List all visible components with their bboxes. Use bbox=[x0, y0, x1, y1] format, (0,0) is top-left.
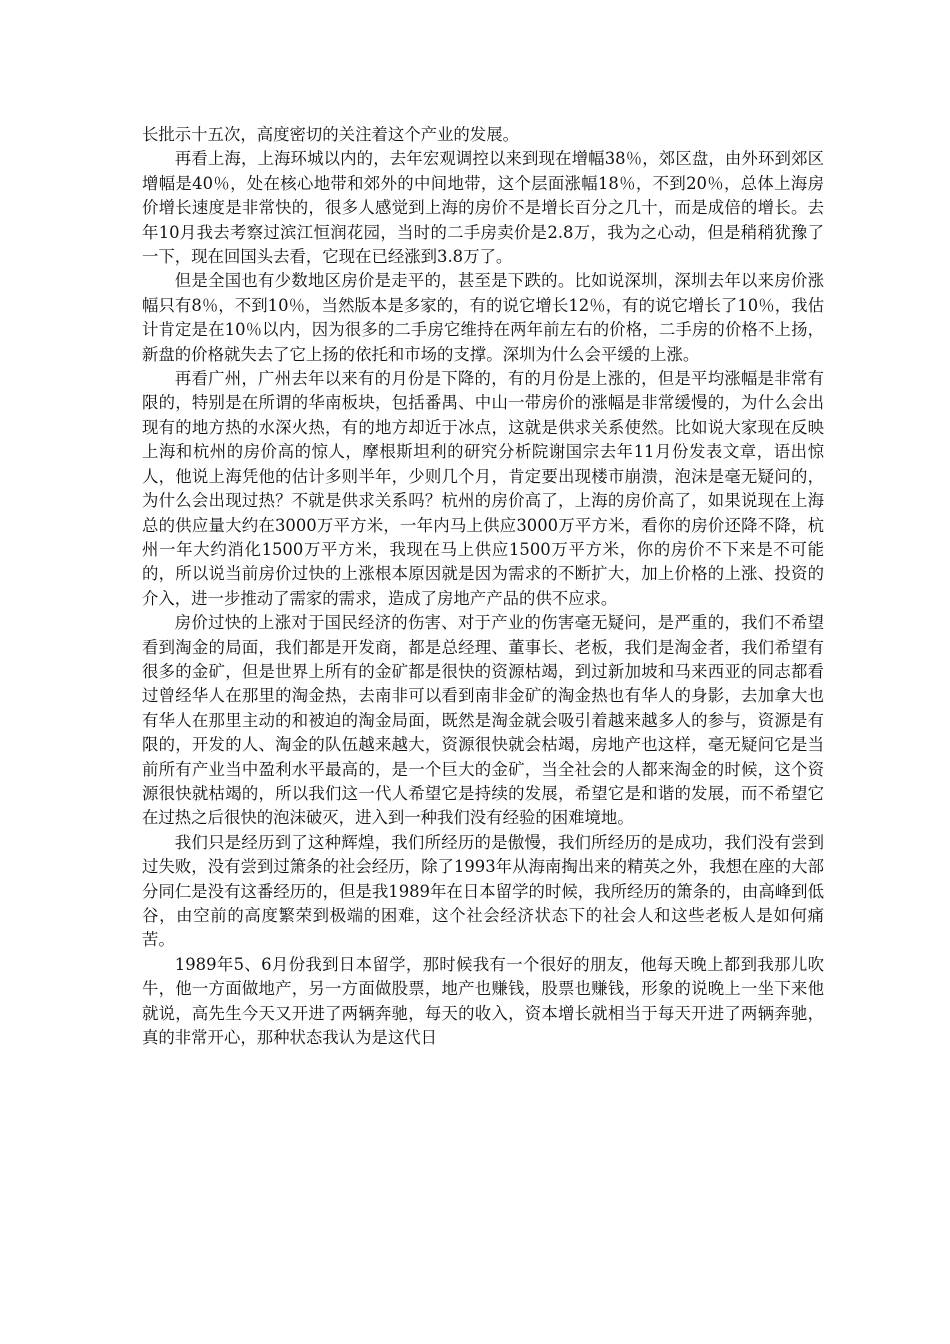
paragraph-guangzhou: 再看广州，广州去年以来有的月份是下降的，有的月份是上涨的，但是平均涨幅是非常有限的，特别是在所谓的华南板块，包括番禺、中山一带房价的涨幅是非常缓慢的，为什么会出现有的地方热的水深火热，有的地方却近于冰点，这就是供求关系使然。比如说大家现在反映上海和杭州的房价高的惊人，摩根斯坦利的研究分析院谢国宗去年11月份发表文章，语出惊人，他说上海凭他的估计多则半年，少则几个月，肯定要出现楼市崩溃，泡沫是毫无疑问的，为什么会出现过热？不就是供求关系吗？杭州的房价高了，上海的房价高了，如果说现在上海总的供应量大约在3000万平方米，一年内马上供应3000万平方米，看你的房价还降不降，杭州一年大约消化1500万平方米，我现在马上供应1500万平方米，你的房价不下来是不可能的，所以说当前房价过快的上涨根本原因就是因为需求的不断扩大，加上价格的上涨、投资的介入，进一步推动了需家的需求，造成了房地产产品的供不应求。 bbox=[142, 369, 824, 608]
paragraph-gold-rush: 房价过快的上涨对于国民经济的伤害、对于产业的伤害毫无疑问，是严重的，我们不希望看到淘金的局面，我们都是开发商，都是总经理、董事长、老板，我们是淘金者，我们希望有很多的金矿，但是世界上所有的金矿都是很快的资源枯竭，到过新加坡和马来西亚的同志都看过曾经华人在那里的淘金热，去南非可以看到南非金矿的淘金热也有华人的身影，去加拿大也有华人在那里主动的和被迫的淘金局面，既然是淘金就会吸引着越来越多人的参与，资源是有限的，开发的人、淘金的队伍越来越大，资源很快就会枯竭，房地产也这样，毫无疑问它是当前所有产业当中盈利水平最高的，是一个巨大的金矿，当全社会的人都来淘金的时候，这个资源很快就枯竭的，所以我们这一代人希望它是持续的发展，希望它是和谐的发展，而不希望它在过热之后很快的泡沫破灭，进入到一种我们没有经验的困难境地。 bbox=[142, 613, 824, 828]
document-body bbox=[142, 123, 824, 1050]
paragraph-continuation: 长批示十五次，高度密切的关注着这个产业的发展。 bbox=[142, 125, 519, 144]
paragraph-experience: 我们只是经历到了这种辉煌，我们所经历的是傲慢，我们所经历的是成功，我们没有尝到过失败，没有尝到过箫条的社会经历，除了1993年从海南掏出来的精英之外，我想在座的大部分同仁是没有这番经历的，但是我1989年在日本留学的时候，我所经历的箫条的，由高峰到低谷，由空前的高度繁荣到极端的困难，这个社会经济状态下的社会人和这些老板人是如何痛苦。 bbox=[142, 832, 824, 950]
paragraph-shenzhen: 但是全国也有少数地区房价是走平的，甚至是下跌的。比如说深圳，深圳去年以来房价涨幅只有8％，不到10％，当然版本是多家的，有的说它增长12％，有的说它增长了10％，我估计肯定是在10％以内，因为很多的二手房它维持在两年前左右的价格，二手房的价格不上扬，新盘的价格就失去了它上扬的依托和市场的支撑。深圳为什么会平缓的上涨。 bbox=[142, 271, 824, 364]
paragraph-japan-1989: 1989年5、6月份我到日本留学，那时候我有一个很好的朋友，他每天晚上都到我那儿吹牛，他一方面做地产，另一方面做股票，地产也赚钱，股票也赚钱，形象的说晚上一坐下来他就说，高先生今天又开进了两辆奔驰，每天的收入，资本增长就相当于每天开进了两辆奔驰，真的非常开心，那种状态我认为是这代日 bbox=[142, 954, 824, 1048]
paragraph-shanghai: 再看上海，上海环城以内的，去年宏观调控以来到现在增幅38％，郊区盘，由外环到郊区增幅是40％，处在核心地带和郊外的中间地带，这个层面涨幅18％，不到20％，总体上海房价增长速度是非常快的，很多人感觉到上海的房价不是增长百分之几十，而是成倍的增长。去年10月我去考察过滨江恒润花园，当时的二手房卖价是2.8万，我为之心动，但是稍稍犹豫了一下，现在回国头去看，它现在已经涨到3.8万了。 bbox=[142, 149, 824, 267]
